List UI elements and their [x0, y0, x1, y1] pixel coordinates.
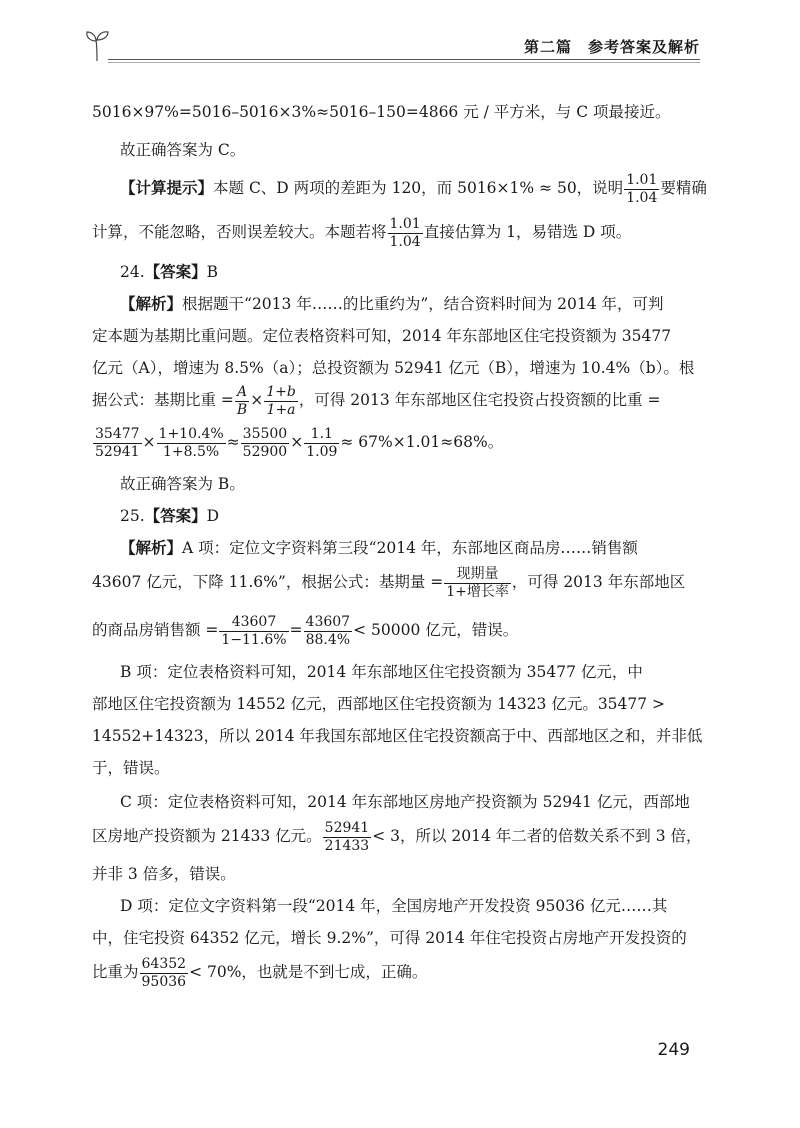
paragraph-line: 故正确答案为 B。 — [120, 475, 245, 493]
operator: ≈ — [226, 433, 240, 451]
paragraph-line: 故正确答案为 C。 — [120, 141, 246, 159]
fraction-denominator: B — [236, 401, 248, 418]
text-span: 区房地产投资额为 21433 亿元。 — [92, 827, 322, 845]
fraction-denominator: 88.4% — [305, 631, 351, 648]
fraction — [444, 566, 511, 601]
text-span: < 3，所以 2014 年二者的倍数关系不到 3 倍， — [372, 827, 702, 845]
fraction-numerator: 35500 — [242, 425, 288, 442]
fraction-denominator: 52941 — [95, 443, 140, 460]
paragraph-line: 中，住宅投资 64352 亿元，增长 9.2%”，可得 2014 年住宅投资占房地产开发投资的 — [92, 929, 687, 947]
fraction-denominator: 1.04 — [626, 189, 658, 206]
fraction-numerator: 52941 — [324, 819, 370, 836]
operator: × — [142, 433, 156, 451]
formula-line — [92, 610, 518, 650]
paragraph-line: 亿元（A），增速为 8.5%（a）；总投资额为 52941 亿元（B），增速为 10.4%（b）。根 — [92, 359, 695, 377]
fraction — [219, 614, 288, 649]
fraction — [323, 820, 372, 855]
fraction — [388, 216, 423, 251]
paragraph-line: B 项：定位表格资料可知，2014 年东部地区住宅投资额为 35477 亿元，中 — [120, 663, 643, 681]
paragraph-line: 14552+14323，所以 2014 年我国东部地区住宅投资额高于中、西部地区之和，并非低 — [92, 727, 703, 745]
analysis-tag: 【解析】 — [120, 539, 183, 557]
fraction — [304, 426, 339, 461]
fraction-denominator: 1.04 — [389, 233, 421, 250]
answer-tag: 【答案】 — [144, 507, 207, 525]
fraction-denominator: 21433 — [324, 837, 370, 854]
question-number: 24. — [120, 263, 145, 281]
text-span: 计算，不能忽略，否则误差较大。本题若将 — [92, 223, 387, 241]
fraction-numerator: 1.01 — [626, 171, 658, 188]
fraction — [157, 426, 226, 461]
fraction — [235, 384, 249, 419]
text-span: 据公式：基期比重 = — [92, 391, 234, 409]
fraction-numerator: 35477 — [95, 425, 140, 442]
fraction-denominator: 1.09 — [306, 443, 338, 460]
fraction-numerator: 1+10.4% — [158, 425, 224, 442]
analysis-line — [92, 536, 638, 560]
fraction — [93, 426, 142, 461]
page-header — [84, 28, 700, 62]
fraction-numerator: 现期量 — [444, 566, 511, 584]
calc-hint-tag: 【计算提示】 — [120, 179, 214, 197]
fraction — [241, 426, 290, 461]
text-span: 根据题干“2013 年……的比重约为”，结合资料时间为 2014 年，可判 — [182, 295, 664, 313]
fraction-denominator: 52900 — [242, 443, 288, 460]
answer-value: B — [206, 263, 219, 281]
fraction — [264, 384, 298, 419]
fraction-denominator: 1+a — [266, 401, 296, 418]
paragraph-line: 部地区住宅投资额为 14552 亿元，西部地区住宅投资额为 14323 亿元。35477 > — [92, 695, 666, 713]
paragraph-line: 5016×97%=5016–5016×3%≈5016–150=4866 元 / 平方米，与 C 项最接近。 — [92, 103, 671, 121]
fraction-denominator: 1−11.6% — [221, 631, 287, 648]
text-span: 要精确 — [660, 179, 707, 197]
fraction-denominator: 95036 — [141, 973, 187, 990]
paragraph-line: 于，错误。 — [92, 759, 170, 777]
formula-line — [92, 380, 661, 420]
text-span: < 70%，也就是不到七成，正确。 — [189, 963, 428, 981]
fraction-numerator: 43607 — [219, 614, 288, 632]
fraction — [304, 614, 353, 649]
text-span: A 项：定位文字资料第三段“2014 年，东部地区商品房……销售额 — [182, 539, 638, 557]
question-number: 25. — [120, 507, 145, 525]
header-rule — [108, 59, 700, 60]
text-span: 本题 C、D 两项的差距为 120，而 5016×1% ≈ 50，说明 — [213, 179, 624, 197]
fraction-numerator: 43607 — [305, 613, 351, 630]
fraction-denominator: 1+增长率 — [446, 583, 509, 600]
text-span: ≈ 67%×1.01≈68%。 — [340, 433, 504, 451]
text-span: 比重为 — [92, 963, 139, 981]
operator: × — [290, 433, 304, 451]
paragraph-line: D 项：定位文字资料第一段“2014 年，全国房地产开发投资 95036 亿元……其 — [120, 897, 668, 915]
fraction-numerator: 1.01 — [389, 215, 421, 232]
answer-line-24 — [92, 260, 218, 284]
text-span: ，可得 2013 年东部地区住宅投资占投资额的比重 = — [298, 391, 661, 409]
answer-value: D — [206, 507, 220, 525]
formula-line — [92, 952, 427, 992]
fraction — [140, 956, 189, 991]
sprout-icon — [84, 28, 110, 62]
fraction-numerator: 64352 — [141, 955, 187, 972]
fraction-numerator: A — [235, 384, 249, 402]
formula-line — [92, 562, 685, 602]
paragraph-line: 并非 3 倍多，错误。 — [92, 865, 236, 883]
formula-line — [92, 422, 503, 462]
analysis-tag: 【解析】 — [120, 295, 183, 313]
formula-line — [92, 816, 702, 856]
header-rule-secondary — [108, 62, 700, 63]
text-span: < 50000 亿元，错误。 — [353, 621, 519, 639]
fraction-numerator: 1.1 — [304, 426, 339, 444]
calc-hint-line — [92, 170, 707, 206]
answer-tag: 【答案】 — [144, 263, 207, 281]
paragraph-line — [92, 214, 631, 250]
page-number: 249 — [657, 1040, 690, 1060]
text-span: 的商品房销售额 = — [92, 621, 219, 639]
fraction-denominator: 1+8.5% — [163, 443, 220, 460]
paragraph-line: 定本题为基期比重问题。定位表格资料可知，2014 年东部地区住宅投资额为 35477 — [92, 327, 672, 345]
text-span: 43607 亿元，下降 11.6%”，根据公式：基期量 = — [92, 573, 444, 591]
header-title: 第二篇 参考答案及解析 — [523, 38, 700, 56]
text-span: ，可得 2013 年东部地区 — [511, 573, 686, 591]
operator: = — [289, 621, 303, 639]
operator: × — [250, 391, 264, 409]
analysis-line — [92, 292, 664, 316]
fraction-numerator: 1+b — [266, 383, 296, 400]
fraction — [624, 172, 659, 207]
answer-line-25 — [92, 504, 219, 528]
text-span: 直接估算为 1，易错选 D 项。 — [423, 223, 632, 241]
paragraph-line: C 项：定位表格资料可知，2014 年东部地区房地产投资额为 52941 亿元，西部地 — [120, 793, 690, 811]
